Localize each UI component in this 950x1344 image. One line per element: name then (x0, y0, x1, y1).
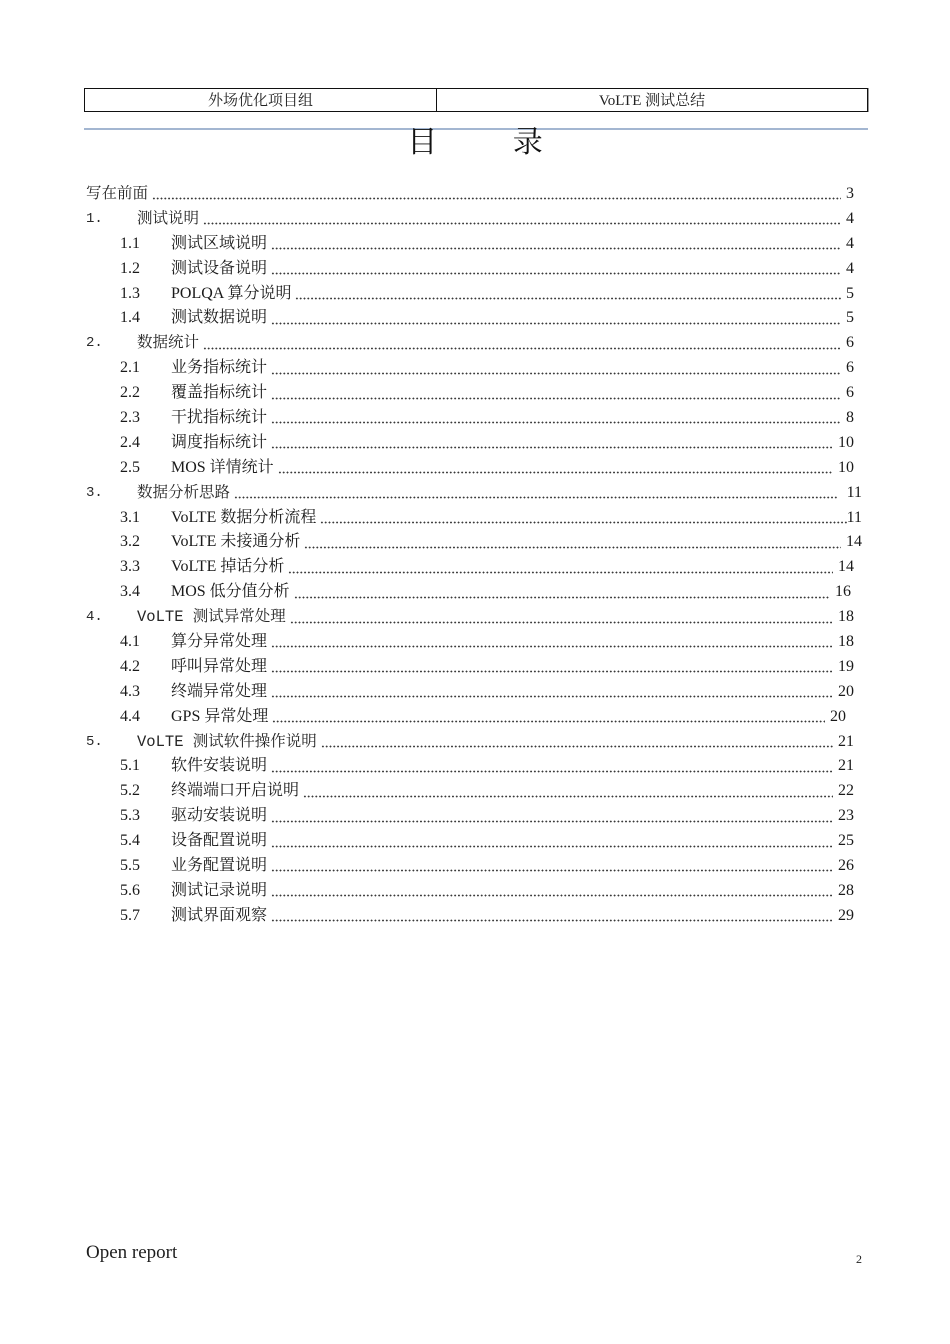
toc-entry-2-1[interactable] (86, 356, 854, 381)
toc-dot-leader (288, 571, 833, 574)
running-header-table (84, 88, 868, 112)
toc-entry-number: 2.3 (120, 408, 140, 426)
toc-entry-page-number: 4 (846, 234, 854, 252)
toc-entry-2[interactable] (86, 331, 854, 356)
toc-entry-page-number: 10 (838, 458, 854, 476)
toc-dot-leader (271, 421, 841, 424)
toc-entry-title: VoLTE 测试软件操作说明 (137, 732, 317, 751)
toc-entry-number: 1.3 (120, 284, 140, 302)
toc-entry-page-number: 21 (838, 757, 854, 775)
toc-entry-title: 调度指标统计 (171, 433, 268, 451)
toc-entry-title: 干扰指标统计 (171, 408, 268, 426)
footer-label: Open report (86, 1242, 178, 1263)
toc-entry-number: 2.4 (120, 433, 140, 451)
toc-entry-2-4[interactable] (86, 430, 854, 455)
toc-entry-title: 覆盖指标统计 (171, 384, 268, 402)
toc-entry-title: 设备配置说明 (171, 832, 268, 850)
toc-entry-4-2[interactable] (86, 654, 854, 679)
toc-entry-5-6[interactable] (86, 878, 854, 903)
header-project-group: 外场优化项目组 (85, 89, 437, 111)
toc-dot-leader (271, 446, 833, 449)
toc-entry-title: 测试界面观察 (171, 906, 268, 924)
toc-entry-number: 5.2 (120, 782, 140, 800)
toc-entry-page-number: 11 (846, 508, 862, 526)
toc-entry-title: 终端异常处理 (171, 682, 268, 700)
toc-entry-number: 5.5 (120, 856, 140, 874)
toc-entry-2-3[interactable] (86, 406, 854, 431)
toc-dot-leader (321, 745, 833, 748)
toc-entry-page-number: 14 (838, 558, 854, 576)
toc-dot-leader (271, 919, 833, 922)
toc-entry-1-1[interactable] (86, 231, 854, 256)
toc-entry-5-1[interactable] (86, 754, 854, 779)
toc-entry-number: 3.4 (120, 583, 140, 601)
toc-entry-title: 驱动安装说明 (171, 807, 268, 825)
toc-entry-page-number: 6 (846, 334, 854, 352)
page-number: 2 (856, 1252, 862, 1266)
toc-dot-leader (320, 521, 846, 524)
toc-entry-number: 4. (86, 609, 103, 626)
toc-entry-number: 5.6 (120, 881, 140, 899)
toc-entry-2-5[interactable] (86, 455, 854, 480)
toc-dot-leader (271, 695, 833, 698)
toc-entry-3-1[interactable] (86, 505, 862, 530)
toc-entry-page-number: 5 (846, 309, 854, 327)
toc-entry-title: GPS 异常处理 (171, 707, 269, 725)
toc-dot-leader (203, 347, 841, 350)
toc-entry-page-number: 21 (838, 732, 854, 750)
toc-entry-number: 2.5 (120, 458, 140, 476)
toc-entry-title: 业务指标统计 (171, 359, 268, 377)
toc-entry-number: 5.7 (120, 906, 140, 924)
toc-dot-leader (271, 869, 833, 872)
toc-entry-number: 3. (86, 484, 103, 501)
toc-entry-page-number: 25 (838, 832, 854, 850)
toc-entry-5-5[interactable] (86, 854, 854, 879)
toc-entry-page-number: 26 (838, 856, 854, 874)
toc-heading: 目 录 (407, 125, 543, 160)
toc-entry-page-number: 3 (846, 184, 854, 202)
toc-entry-3-3[interactable] (86, 555, 854, 580)
toc-dot-leader (271, 770, 833, 773)
toc-entry-title: 测试区域说明 (171, 234, 268, 252)
toc-entry-title: 测试说明 (137, 209, 200, 228)
toc-entry-title: 测试数据说明 (171, 309, 268, 327)
toc-entry-page-number: 14 (846, 533, 862, 551)
toc-entry-page-number: 5 (846, 284, 854, 302)
toc-entry-page-number: 18 (838, 608, 854, 626)
toc-entry-title: MOS 低分值分析 (171, 583, 290, 601)
toc-entry-page-number: 6 (846, 359, 854, 377)
table-of-contents (86, 182, 862, 929)
toc-entry-5-3[interactable] (86, 804, 854, 829)
toc-entry-title: 数据分析思路 (137, 483, 231, 502)
toc-entry-3-4[interactable] (86, 580, 851, 605)
toc-entry-number: 2. (86, 335, 103, 352)
toc-dot-leader (203, 222, 841, 225)
toc-entry-4-4[interactable] (86, 704, 846, 729)
toc-entry-title: VoLTE 测试异常处理 (137, 608, 286, 627)
toc-entry-page-number: 8 (846, 408, 854, 426)
toc-entry-title: 终端端口开启说明 (171, 782, 300, 800)
toc-entry-number: 4.3 (120, 682, 140, 700)
toc-entry-number: 3.1 (120, 508, 140, 526)
toc-entry-title: 数据统计 (137, 334, 200, 353)
toc-entry-4-1[interactable] (86, 630, 854, 655)
toc-dot-leader (303, 795, 833, 798)
toc-entry-page-number: 4 (846, 209, 854, 227)
toc-entry-1-2[interactable] (86, 256, 854, 281)
toc-dot-leader (272, 720, 825, 723)
toc-entry-3-2[interactable] (86, 530, 862, 555)
toc-entry-number: 1.4 (120, 309, 140, 327)
toc-entry-5[interactable] (86, 729, 854, 754)
toc-entry-page-number: 19 (838, 657, 854, 675)
toc-entry-page-number: 10 (838, 433, 854, 451)
toc-dot-leader (152, 197, 841, 200)
toc-entry-number: 5.4 (120, 832, 140, 850)
toc-entry-page-number: 16 (835, 583, 851, 601)
toc-entry-page-number: 4 (846, 259, 854, 277)
toc-entry-number: 3.3 (120, 558, 140, 576)
toc-entry-title: VoLTE 掉话分析 (171, 558, 285, 576)
toc-dot-leader (290, 621, 833, 624)
toc-entry-1-4[interactable] (86, 306, 854, 331)
toc-entry-number: 2.2 (120, 384, 140, 402)
toc-entry-number: 2.1 (120, 359, 140, 377)
toc-dot-leader (234, 496, 837, 499)
toc-entry-number: 5.1 (120, 757, 140, 775)
toc-dot-leader (271, 397, 841, 400)
toc-entry-1-3[interactable] (86, 281, 854, 306)
toc-entry-number: 5.3 (120, 807, 140, 825)
toc-entry-title: 测试设备说明 (171, 259, 268, 277)
toc-entry-1[interactable] (86, 206, 854, 231)
toc-dot-leader (271, 820, 833, 823)
toc-dot-leader (271, 845, 833, 848)
toc-entry-page-number: 28 (838, 881, 854, 899)
toc-entry-title: VoLTE 未接通分析 (171, 533, 301, 551)
toc-entry-5-2[interactable] (86, 779, 854, 804)
toc-entry-page-number: 23 (838, 807, 854, 825)
toc-entry-number: 1. (86, 210, 103, 227)
toc-entry-number: 1.1 (120, 234, 140, 252)
toc-dot-leader (271, 372, 841, 375)
toc-entry-4-3[interactable] (86, 679, 854, 704)
toc-entry-5-4[interactable] (86, 829, 854, 854)
toc-dot-leader (271, 272, 841, 275)
toc-entry-title: 业务配置说明 (171, 856, 268, 874)
toc-entry-number: 3.2 (120, 533, 140, 551)
toc-dot-leader (271, 247, 841, 250)
header-document-title: VoLTE 测试总结 (598, 93, 706, 109)
toc-entry-page-number: 20 (830, 707, 846, 725)
toc-dot-leader (294, 596, 830, 599)
toc-dot-leader (278, 471, 833, 474)
toc-entry-preface[interactable] (86, 182, 854, 207)
toc-entry-2-2[interactable] (86, 381, 854, 406)
toc-entry-number: 4.2 (120, 657, 140, 675)
toc-entry-page-number: 6 (846, 384, 854, 402)
toc-dot-leader (271, 322, 841, 325)
toc-entry-number: 1.2 (120, 259, 140, 277)
toc-entry-3[interactable] (86, 480, 862, 505)
toc-entry-number: 5. (86, 733, 103, 750)
toc-entry-page-number: 11 (846, 483, 862, 501)
toc-entry-title: VoLTE 数据分析流程 (171, 508, 317, 526)
toc-entry-title: POLQA 算分说明 (171, 284, 292, 302)
toc-entry-title: 写在前面 (86, 184, 149, 203)
toc-entry-page-number: 20 (838, 682, 854, 700)
toc-dot-leader (271, 894, 833, 897)
toc-entry-page-number: 18 (838, 632, 854, 650)
toc-entry-title: 算分异常处理 (171, 632, 268, 650)
toc-dot-leader (271, 645, 833, 648)
toc-entry-number: 4.4 (120, 707, 140, 725)
toc-dot-leader (304, 546, 841, 549)
toc-entry-title: 呼叫异常处理 (171, 657, 268, 675)
toc-entry-4[interactable] (86, 605, 854, 630)
toc-entry-title: MOS 详情统计 (171, 458, 274, 476)
toc-dot-leader (295, 297, 841, 300)
toc-entry-title: 测试记录说明 (171, 881, 268, 899)
toc-entry-number: 4.1 (120, 632, 140, 650)
toc-entry-page-number: 29 (838, 906, 854, 924)
toc-entry-page-number: 22 (838, 782, 854, 800)
toc-dot-leader (271, 670, 833, 673)
toc-entry-5-7[interactable] (86, 903, 854, 928)
toc-entry-title: 软件安装说明 (171, 757, 268, 775)
